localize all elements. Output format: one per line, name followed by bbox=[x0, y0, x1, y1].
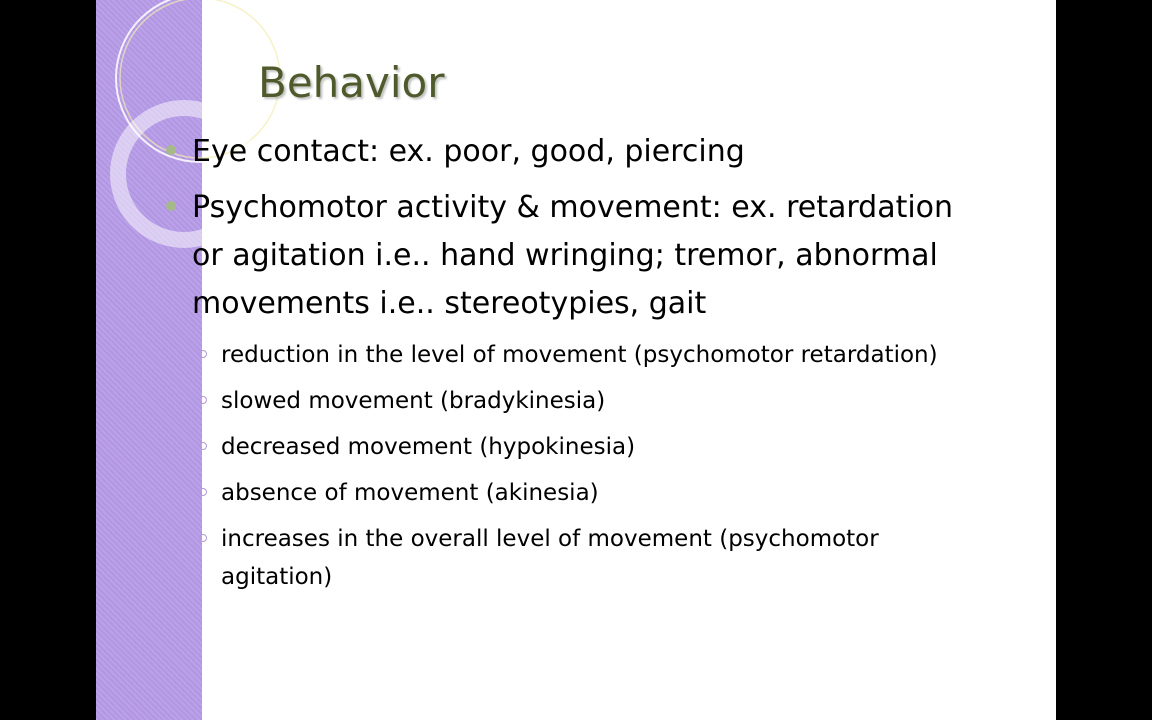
bullet-text: Psychomotor activity & movement: ex. retardation or agitation i.e.. hand wringing; tremor, abnormal movements i.e.. stereotypies, gait bbox=[192, 190, 954, 321]
sub-bullet-text: decreased movement (hypokinesia) bbox=[221, 434, 636, 460]
slide bbox=[96, 0, 1056, 720]
sub-bullet-text: reduction in the level of movement (psychomotor retardation) bbox=[221, 342, 938, 368]
sub-bullet-item bbox=[221, 428, 992, 466]
sub-bullet-item bbox=[221, 336, 992, 374]
sub-bullet-text: increases in the overall level of movement (psychomotor agitation) bbox=[221, 526, 879, 590]
bullet-text: Eye contact: ex. poor, good, piercing bbox=[192, 134, 745, 169]
sub-bullet-item bbox=[221, 520, 992, 596]
sub-bullet-text: absence of movement (akinesia) bbox=[221, 480, 599, 506]
sub-bullet-text: slowed movement (bradykinesia) bbox=[221, 388, 606, 414]
slide-title: Behavior bbox=[258, 58, 445, 107]
sub-bullet-item bbox=[221, 474, 992, 512]
sub-bullet-item bbox=[221, 382, 992, 420]
sub-bullet-ring-icon bbox=[199, 350, 207, 358]
sub-bullet-ring-icon bbox=[199, 488, 207, 496]
sub-bullet-ring-icon bbox=[199, 396, 207, 404]
slide-content bbox=[192, 128, 992, 604]
right-letterbox-bar bbox=[1056, 0, 1152, 720]
sub-bullet-ring-icon bbox=[199, 534, 207, 542]
bullet-psychomotor bbox=[192, 184, 992, 328]
bullet-eye-contact bbox=[192, 128, 992, 176]
sub-bullet-ring-icon bbox=[199, 442, 207, 450]
bullet-dot-icon bbox=[166, 201, 176, 211]
bullet-dot-icon bbox=[166, 145, 176, 155]
sub-bullet-list bbox=[221, 336, 992, 596]
